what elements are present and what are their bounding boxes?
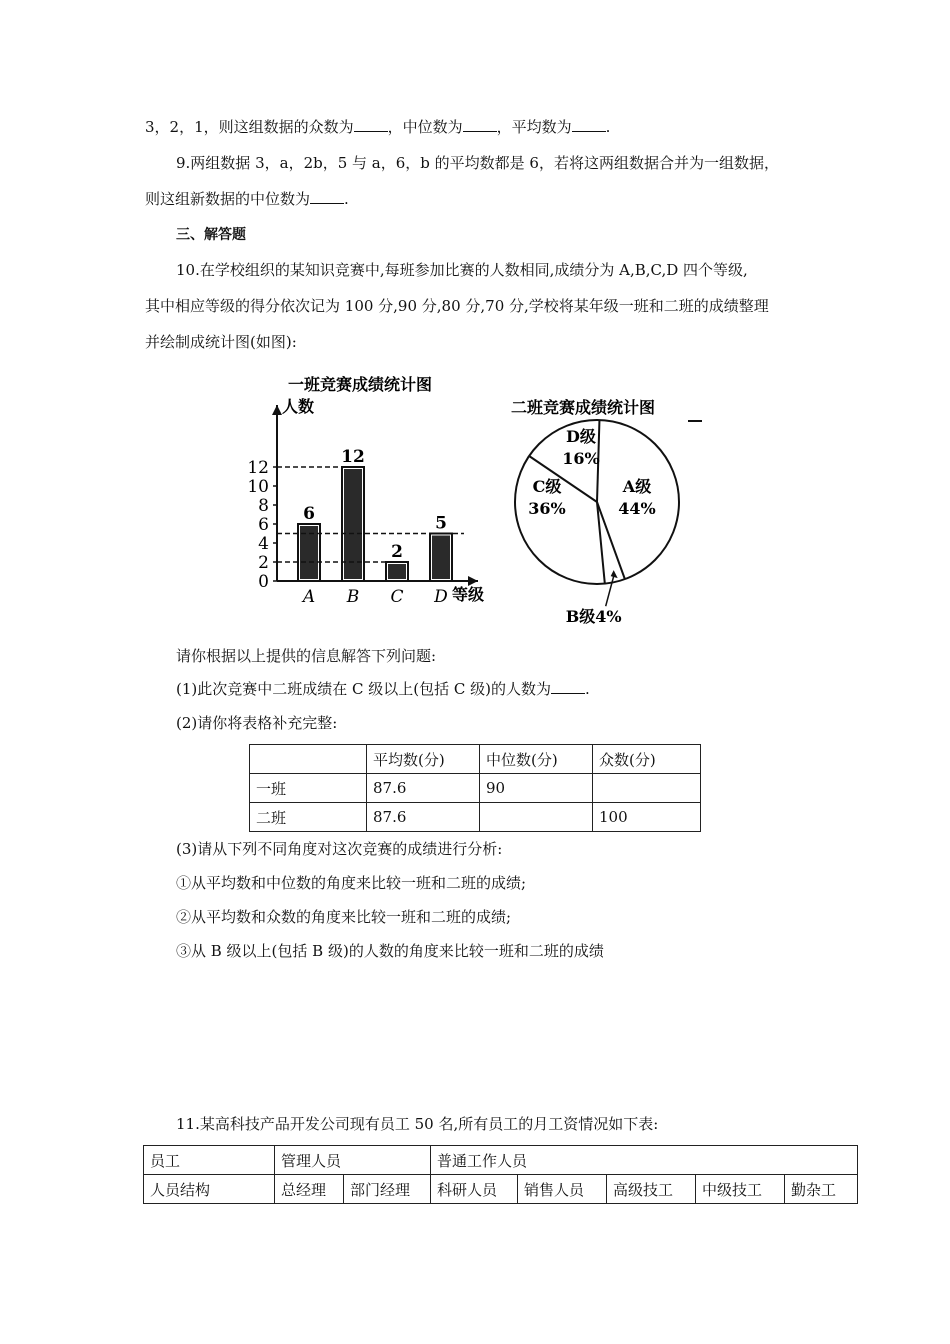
table-cell: 87.6 <box>367 803 480 832</box>
bar-chart-title: 一班竞赛成绩统计图 <box>288 375 433 394</box>
y-axis-arrow <box>272 405 282 415</box>
bar-chart-plot <box>247 405 478 607</box>
q8-text-b: ，中位数为 <box>387 118 463 136</box>
pie-chart-title: 二班竞赛成绩统计图 <box>511 398 656 417</box>
table-cell: 人员结构 <box>144 1175 275 1204</box>
answer-blank <box>310 189 344 204</box>
table-cell: 勤杂工 <box>785 1175 858 1204</box>
table-cell: 管理人员 <box>275 1146 431 1175</box>
table-cell: 平均数(分) <box>367 745 480 774</box>
table-row <box>144 1175 858 1204</box>
table-cell: 科研人员 <box>431 1175 518 1204</box>
slice-label: B级4% <box>565 607 622 627</box>
data-label: 2 <box>391 542 403 562</box>
y-tick-label: 6 <box>258 515 269 535</box>
bar-chart-ylabel: 人数 <box>282 397 315 416</box>
table-cell: 二班 <box>250 803 367 832</box>
x-tick-label: A <box>302 587 316 607</box>
bar-fill <box>388 564 406 579</box>
slice-percent: 36% <box>528 499 566 518</box>
q9-line2 <box>145 189 349 209</box>
table-row <box>144 1146 858 1175</box>
data-label: 5 <box>435 513 447 534</box>
table-cell: 普通工作人员 <box>431 1146 858 1175</box>
q8-text-c: ，平均数为 <box>496 118 572 136</box>
bar-chart <box>247 370 500 610</box>
q9-line1: 9.两组数据 3，a，2b，5 与 a，6，b 的平均数都是 6，若将这两组数据合并为一组数据， <box>176 154 779 172</box>
y-tick-label: 2 <box>258 553 269 573</box>
q10-sub3: (3)请从下列不同角度对这次竞赛的成绩进行分析: <box>176 840 503 858</box>
slice-percent: 16% <box>562 449 600 468</box>
table-cell: 员工 <box>144 1146 275 1175</box>
q10-sub3-3: ③从 B 级以上(包括 B 级)的人数的角度来比较一班和二班的成绩 <box>176 942 604 960</box>
table-cell <box>480 803 593 832</box>
pie-chart <box>505 385 705 627</box>
table-cell: 总经理 <box>275 1175 344 1204</box>
table-cell: 销售人员 <box>518 1175 607 1204</box>
q8-text-a: 3，2，1，则这组数据的众数为 <box>145 118 354 136</box>
q10-line3: 并绘制成统计图(如图): <box>145 333 297 351</box>
q10-line1: 10.在学校组织的某知识竞赛中,每班参加比赛的人数相同,成绩分为 A,B,C,D 四个等级, <box>176 261 748 279</box>
table-cell <box>593 774 701 803</box>
data-label: 12 <box>341 447 365 467</box>
x-tick-label: C <box>390 587 404 607</box>
section-title: 三、解答题 <box>176 227 246 243</box>
answer-blank <box>551 679 585 694</box>
answer-blank <box>572 117 606 132</box>
y-tick-label: 10 <box>247 477 269 497</box>
answer-blank <box>463 117 497 132</box>
table-cell: 100 <box>593 803 701 832</box>
table-cell: 部门经理 <box>344 1175 431 1204</box>
q10-prompt: 请你根据以上提供的信息解答下列问题: <box>176 647 437 665</box>
y-tick-label: 4 <box>258 534 269 554</box>
q9-text-a: 则这组新数据的中位数为 <box>145 190 311 208</box>
q9-text-b: . <box>344 190 349 208</box>
table-cell <box>250 745 367 774</box>
table-header-row <box>250 745 701 774</box>
answer-blank <box>354 117 388 132</box>
table-cell: 中位数(分) <box>480 745 593 774</box>
bar-chart-xlabel: 等级 <box>452 585 485 604</box>
slice-label: D级 <box>566 427 596 446</box>
slice-label: C级 <box>532 477 562 496</box>
q11-line1: 11.某高科技产品开发公司现有员工 50 名,所有员工的月工资情况如下表: <box>176 1115 659 1133</box>
slice-percent: 44% <box>618 499 656 518</box>
q10-sub1-text: (1)此次竞赛中二班成绩在 C 级以上(包括 C 级)的人数为 <box>176 680 551 698</box>
y-tick-label: 12 <box>247 458 269 478</box>
table-cell: 90 <box>480 774 593 803</box>
q10-table <box>249 744 701 832</box>
slice-label: A级 <box>622 477 652 496</box>
y-tick-label: 8 <box>258 496 269 516</box>
q10-sub3-2: ②从平均数和众数的角度来比较一班和二班的成绩; <box>176 908 512 926</box>
q10-sub2: (2)请你将表格补充完整: <box>176 714 338 732</box>
q10-line2: 其中相应等级的得分依次记为 100 分,90 分,80 分,70 分,学校将某年级一班和二班的成绩整理 <box>145 297 769 315</box>
q8-line <box>145 117 610 137</box>
table-cell: 高级技工 <box>607 1175 696 1204</box>
table-row <box>250 803 701 832</box>
bar-fill <box>432 536 450 580</box>
y-tick-label: 0 <box>258 572 269 592</box>
table-cell: 众数(分) <box>593 745 701 774</box>
q8-text-d: . <box>605 118 611 136</box>
pie-chart-plot <box>515 420 679 626</box>
data-label: 6 <box>303 504 315 524</box>
q10-sub1 <box>176 679 590 699</box>
x-tick-label: B <box>346 587 360 607</box>
table-cell: 中级技工 <box>696 1175 785 1204</box>
q11-table <box>143 1145 858 1204</box>
q10-sub3-1: ①从平均数和中位数的角度来比较一班和二班的成绩; <box>176 874 527 892</box>
x-tick-label: D <box>434 587 448 607</box>
q10-sub1-end: . <box>584 680 590 698</box>
table-cell: 87.6 <box>367 774 480 803</box>
table-cell: 一班 <box>250 774 367 803</box>
table-row <box>250 774 701 803</box>
